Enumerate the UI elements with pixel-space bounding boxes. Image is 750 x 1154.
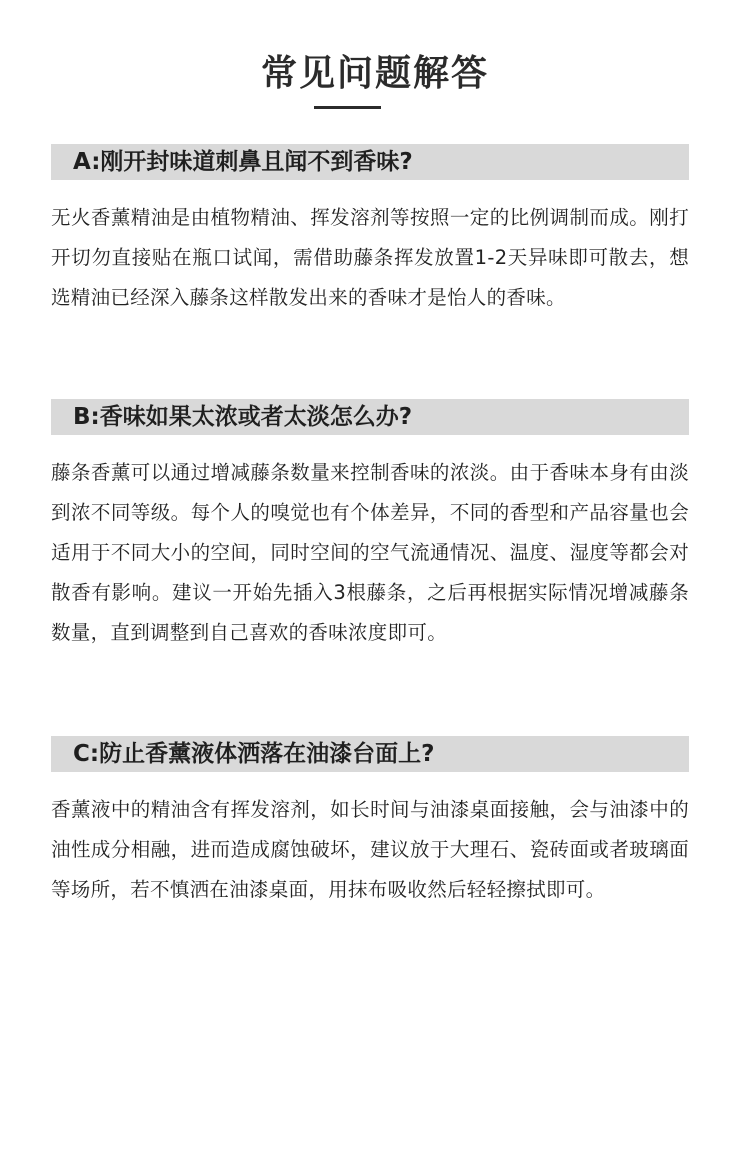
page-title: 常见问题解答 [260,53,489,94]
title-underline [314,106,381,109]
faq-item-b [51,399,689,653]
question-bar: B:香味如果太浓或者太淡怎么办? [51,399,689,435]
answer-text: 无火香薰精油是由植物精油、挥发溶剂等按照一定的比例调制而成。刚打开切勿直接贴在瓶口试闻，需借助藤条挥发放置1-2天异味即可散去，想选精油已经深入藤条这样散发出来的香味才是怡人的香味。 [51,206,689,309]
question-bar: C:防止香薰液体洒落在油漆台面上? [51,736,689,772]
faq-item-c [51,736,689,910]
answer-text: 藤条香薰可以通过增减藤条数量来控制香味的浓淡。由于香味本身有由淡到浓不同等级。每个人的嗅觉也有个体差异，不同的香型和产品容量也会适用于不同大小的空间，同时空间的空气流通情况、温度、湿度等都会对散香有影响。建议一开始先插入3根藤条，之后再根据实际情况增减藤条数量，直到调整到自己喜欢的香味浓度即可。 [51,461,689,644]
faq-item-a [51,144,689,318]
answer-text: 香薰液中的精油含有挥发溶剂，如长时间与油漆桌面接触，会与油漆中的油性成分相融，进而造成腐蚀破坏，建议放于大理石、瓷砖面或者玻璃面等场所，若不慎洒在油漆桌面，用抹布吸收然后轻轻擦拭即可。 [51,798,689,901]
question-bar: A:刚开封味道刺鼻且闻不到香味? [51,144,689,180]
